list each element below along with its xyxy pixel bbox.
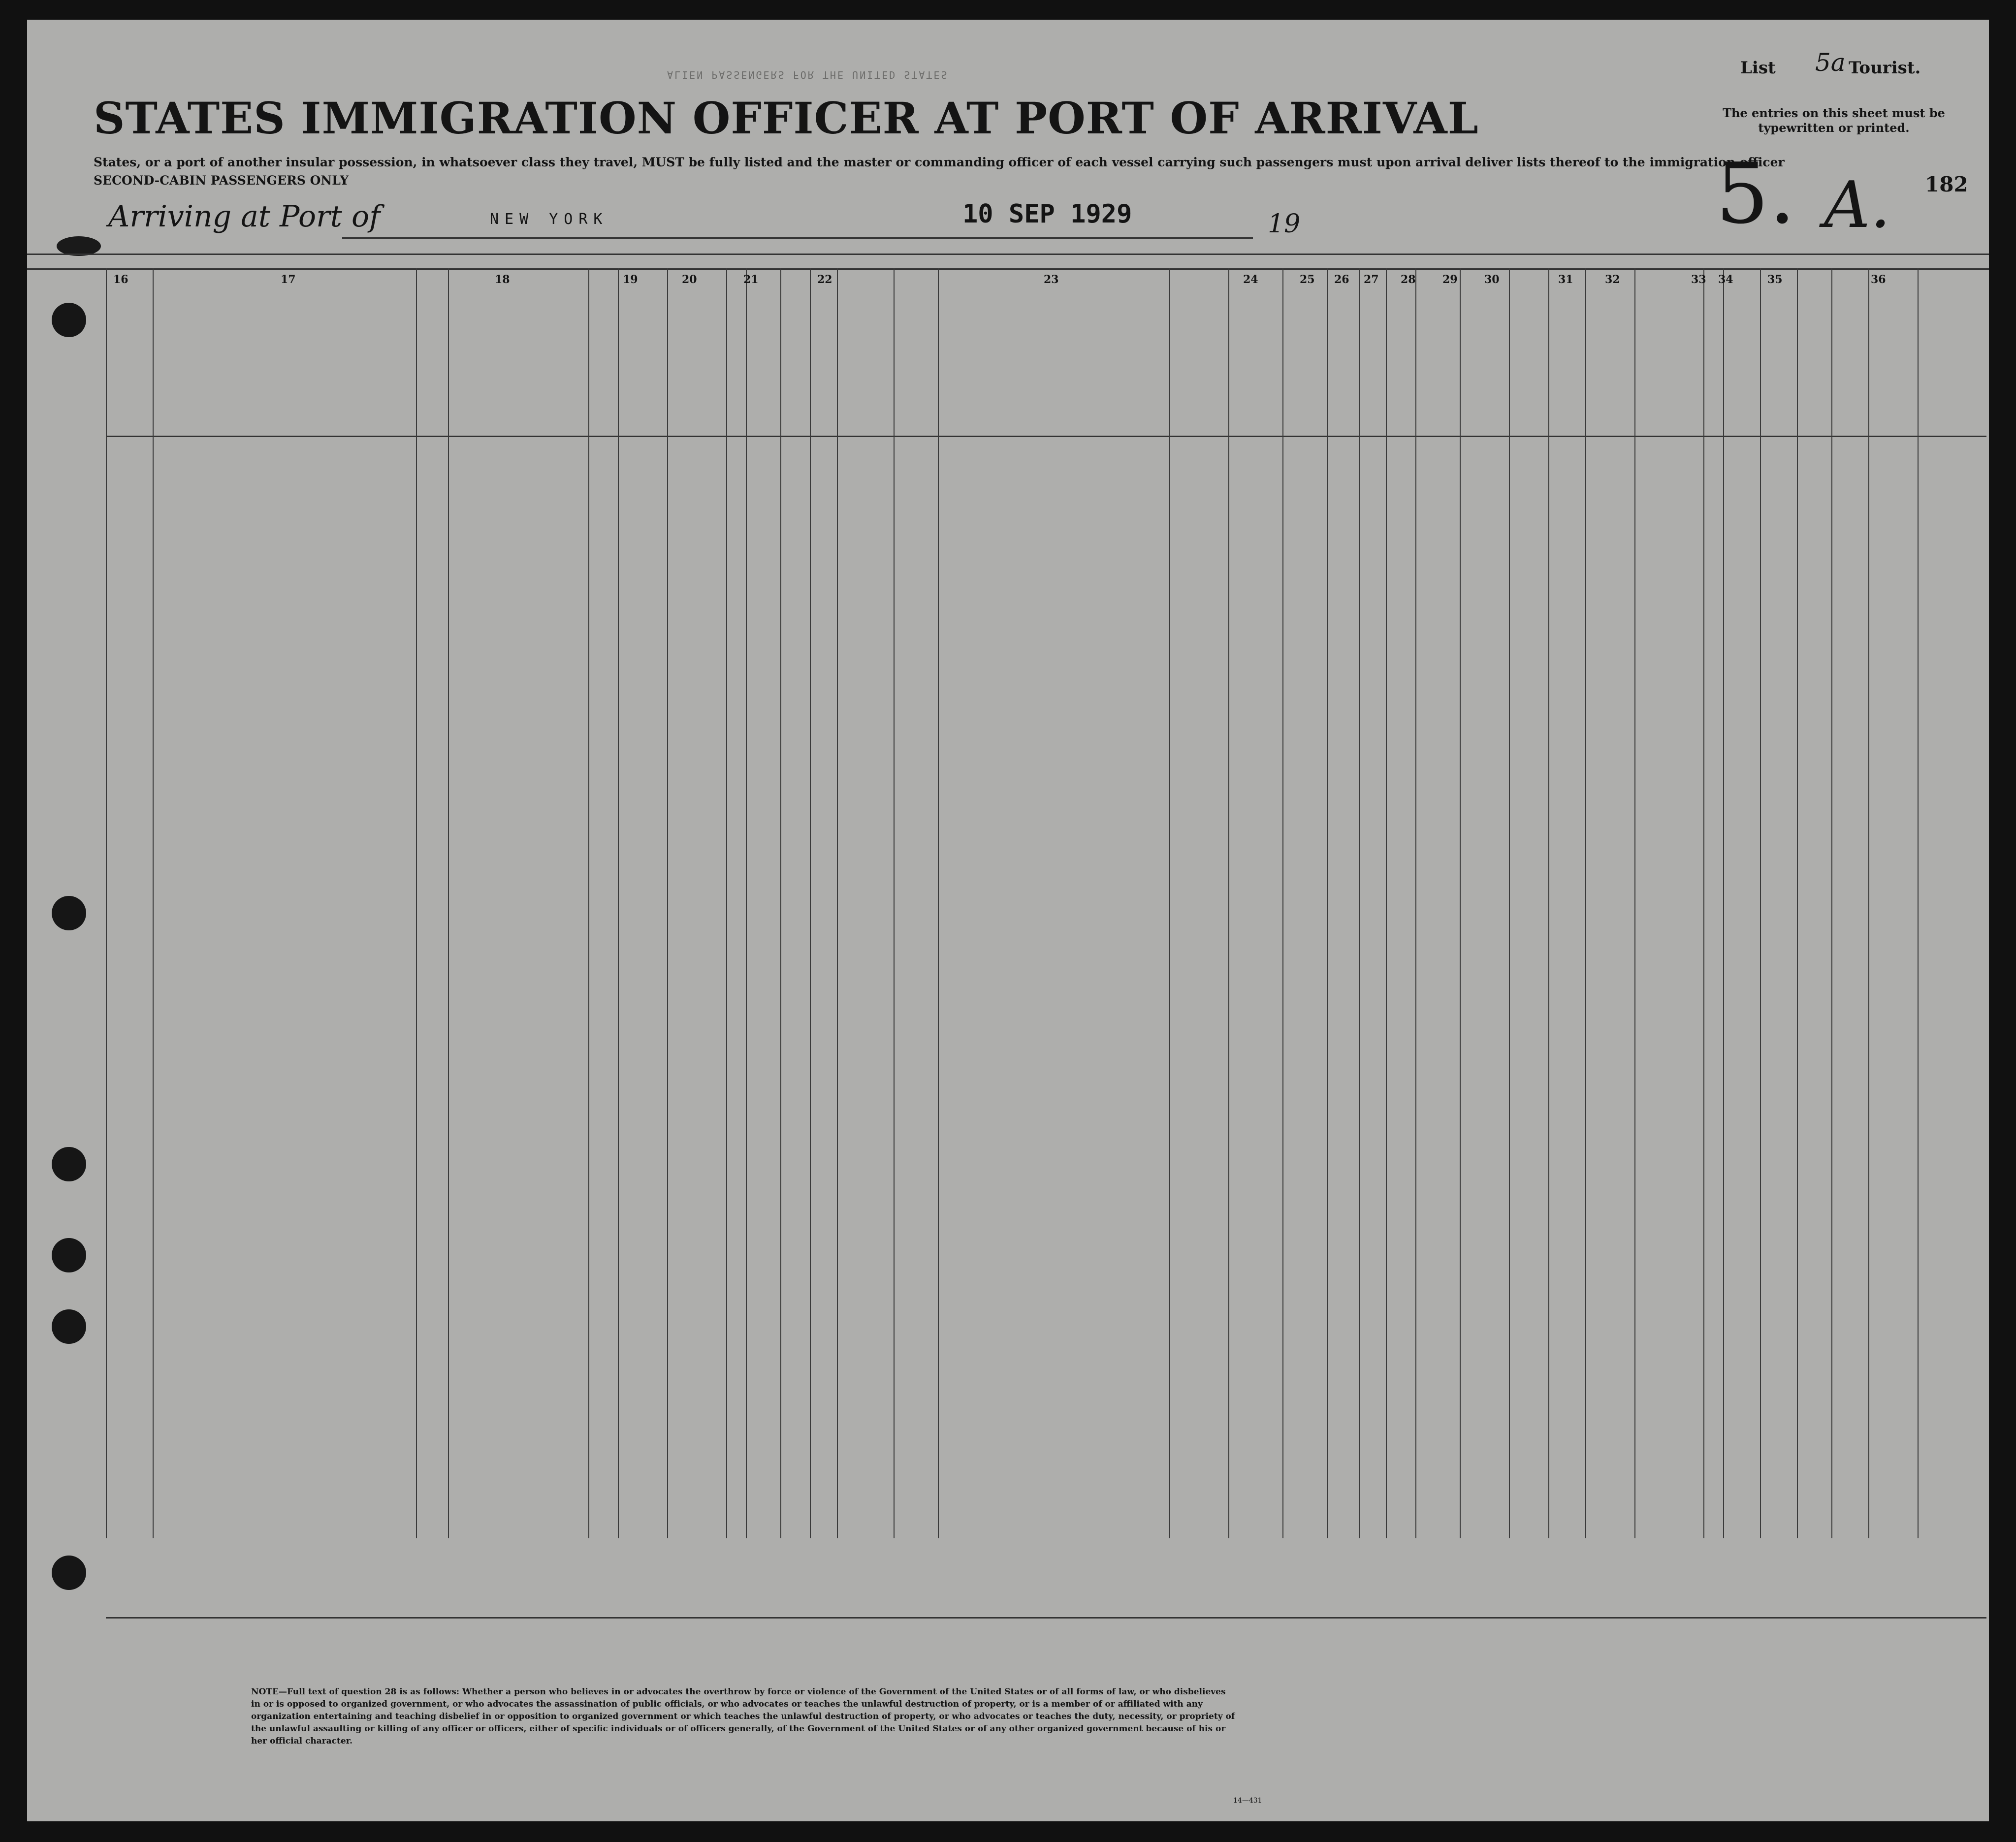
column-number: 23 <box>1044 273 1059 286</box>
column-number: 19 <box>623 273 638 286</box>
column-rule <box>1760 268 1761 1538</box>
list-label: List <box>1740 58 1776 78</box>
column-rule <box>588 268 589 1538</box>
column-rule <box>1228 268 1229 1538</box>
column-number: 28 <box>1401 273 1416 286</box>
column-number: 29 <box>1442 273 1458 286</box>
column-rule <box>448 268 449 1538</box>
column-rule <box>1585 268 1586 1538</box>
year-prefix: 19 <box>1268 209 1301 239</box>
column-number: 26 <box>1334 273 1349 286</box>
binder-hole <box>52 1147 86 1181</box>
column-rule <box>618 268 619 1538</box>
column-rule <box>894 268 895 1538</box>
column-rule <box>416 268 417 1538</box>
column-number: 33 <box>1691 273 1706 286</box>
column-rule <box>1415 268 1416 1538</box>
column-number: 17 <box>281 273 296 286</box>
column-rule <box>1723 268 1724 1538</box>
column-rule <box>1359 268 1360 1538</box>
column-number: 31 <box>1558 273 1573 286</box>
column-number: 16 <box>113 273 128 286</box>
rule <box>27 254 1989 255</box>
arrival-rule <box>342 237 1253 239</box>
port-name: NEW YORK <box>490 211 608 228</box>
column-number: 35 <box>1767 273 1783 286</box>
column-rule <box>726 268 727 1538</box>
footnote: NOTE—Full text of question 28 is as follows: Whether a person who believes in or advocates the overthrow by force or violence of the Government of the United States or of all forms of law, or who disbelieves in or is opposed to organized government, or who advocates the assassination of public officials, or who advocates or teaches the unlawful destruction of property, or is a member of or affiliated with any organization entertaining and teaching disbelief in or opposition to organized government or which teaches the unlawful destruction of property, or who advocates or teaches the duty, necessity, or propriety of the unlawful assaulting or killing of any officer or officers, either of specific individuals or of officers generally, of the Government of the United States or of any other organized government because of his or her official character. <box>251 1687 1235 1746</box>
column-rule <box>153 268 154 1538</box>
instruction-line: States, or a port of another insular possession, in whatsoever class they travel, MUST be fully listed and the master or commanding officer of each vessel carrying such passengers must upon arrival deliver lists thereof to the immigration officer <box>94 155 1785 169</box>
column-rule <box>780 268 781 1538</box>
binder-hole <box>52 303 86 337</box>
list-handwritten-number: 5a <box>1815 48 1846 77</box>
sheet-handwritten-number: 5. <box>1716 145 1796 243</box>
page-title: STATES IMMIGRATION OFFICER AT PORT OF ARRIVAL <box>94 93 1479 144</box>
arrival-date-stamp: 10 SEP 1929 <box>962 199 1132 229</box>
column-rule <box>1868 268 1869 1538</box>
column-number: 30 <box>1484 273 1500 286</box>
form-number: 14—431 <box>1233 1797 1262 1805</box>
binder-hole <box>52 896 86 930</box>
column-rule <box>1386 268 1387 1538</box>
manifest-sheet <box>27 20 1989 1821</box>
binder-hole <box>52 1309 86 1344</box>
binder-hole <box>52 1238 86 1272</box>
binder-hole <box>52 1556 86 1590</box>
column-rule <box>1282 268 1283 1538</box>
header-rule <box>106 436 1986 437</box>
punch-mark <box>57 236 101 256</box>
column-rule <box>106 268 107 1538</box>
column-rule <box>1831 268 1832 1538</box>
column-rule <box>746 268 747 1538</box>
column-rule <box>1703 268 1704 1538</box>
column-rule <box>1634 268 1635 1538</box>
column-number: 18 <box>495 273 510 286</box>
column-number: 21 <box>743 273 759 286</box>
column-rule <box>1918 268 1919 1538</box>
column-rule <box>810 268 811 1538</box>
arrival-label: Arriving at Port of <box>108 199 381 234</box>
column-number: 20 <box>682 273 697 286</box>
column-number: 32 <box>1605 273 1620 286</box>
column-rule <box>837 268 838 1538</box>
column-rule <box>1169 268 1170 1538</box>
column-rule <box>1548 268 1549 1538</box>
column-number: 27 <box>1364 273 1379 286</box>
column-rule <box>667 268 668 1538</box>
column-number: 24 <box>1243 273 1258 286</box>
table-bottom-rule <box>106 1617 1986 1619</box>
column-rule <box>938 268 939 1538</box>
column-number: 34 <box>1718 273 1733 286</box>
column-number: 22 <box>817 273 832 286</box>
rule <box>27 268 1989 270</box>
typewritten-notice: The entries on this sheet must be typewritten or printed. <box>1723 106 1945 135</box>
stamped-sheet-number: 182 <box>1925 172 1968 196</box>
column-rule <box>1327 268 1328 1538</box>
instruction-line: SECOND-CABIN PASSENGERS ONLY <box>94 173 349 188</box>
column-rule <box>1797 268 1798 1538</box>
bleed-through-text: ALIEN PASSENGERS FOR THE UNITED STATES <box>667 69 949 81</box>
column-rule <box>1460 268 1461 1538</box>
list-class: Tourist. <box>1849 58 1921 78</box>
column-number: 36 <box>1871 273 1886 286</box>
column-number: 25 <box>1300 273 1315 286</box>
sheet-handwritten-letter: A. <box>1824 167 1891 242</box>
column-rule <box>1509 268 1510 1538</box>
